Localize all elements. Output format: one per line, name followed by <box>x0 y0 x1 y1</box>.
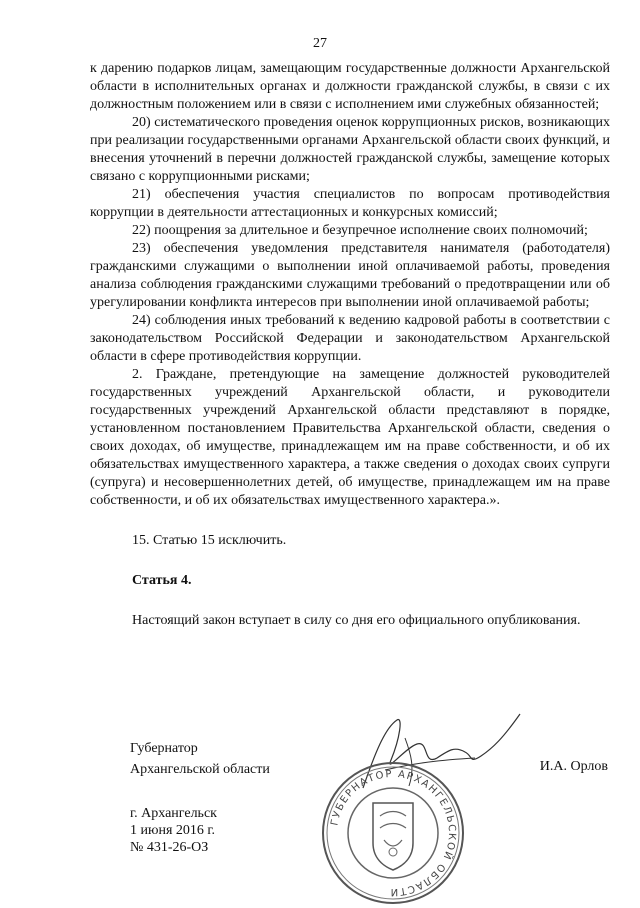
place-date: 1 июня 2016 г. <box>130 823 216 838</box>
signatory-title-line2: Архангельской области <box>130 762 270 777</box>
paragraph-item-2: 2. Граждане, претендующие на замещение должностей руководителей государственных учреждений Архангельской области, и руководители государственных учреждений Архангельской области представляют в порядке, установленном постановлением Правительства Архангельской области, сведения о своих доходах, об имуществе, принадлежащем им на праве собственности, и об их обязательствах имущественного характера, а также сведения о доходах своих супруги (супруга) и несовершеннолетних детей, об имуществе, принадлежащем им на праве собственности, и об их обязательствах имущественного характера.». <box>90 367 610 508</box>
seal-ring-text: ГУБЕРНАТОР АРХАНГЕЛЬСКОЙ ОБЛАСТИ <box>329 768 458 898</box>
signatory-title-line1: Губернатор <box>130 741 198 756</box>
page-number: 27 <box>313 36 327 51</box>
signatory-name: И.А. Орлов <box>539 759 608 774</box>
paragraph-item-20: 20) систематического проведения оценок коррупционных рисков, возникающих при реализации государственными органами Архангельской области своих функций, и внесения уточнений в перечни должностей гражданской службы, замещение которых связано с коррупционными рисками; <box>90 115 610 184</box>
paragraph-item-22: 22) поощрения за длительное и безупречное исполнение своих полномочий; <box>132 223 588 238</box>
paragraph-continuation: к дарению подарков лицам, замещающим государственные должности Архангельской области в исполнительных органах и должности гражданской службы, в связи с их должностным положением или в связи с исполнением ими служебных обязанностей; <box>90 61 610 112</box>
paragraph-item-15: 15. Статью 15 исключить. <box>132 533 287 548</box>
signatory-title <box>130 738 270 780</box>
official-seal-icon <box>318 758 468 908</box>
law-number: № 431-26-ОЗ <box>130 840 209 855</box>
article-heading: Статья 4. <box>132 573 192 588</box>
paragraph-item-21: 21) обеспечения участия специалистов по вопросам противодействия коррупции в деятельности аттестационных и конкурсных комиссий; <box>90 187 610 220</box>
paragraph-item-23: 23) обеспечения уведомления представителя нанимателя (работодателя) гражданскими служащими о выполнении иной оплачиваемой работы, проведения анализа соблюдения гражданскими служащими требований о предотвращении или об урегулировании конфликта интересов при выполнении иной оплачиваемой работы; <box>90 241 610 310</box>
place-city: г. Архангельск <box>130 806 217 821</box>
article-text: Настоящий закон вступает в силу со дня его официального опубликования. <box>132 613 581 628</box>
paragraph-item-24: 24) соблюдения иных требований к ведению кадровой работы в соответствии с законодательством Российской Федерации и законодательством Архангельской области в сфере противодействия коррупции. <box>90 313 610 364</box>
law-body <box>90 60 610 630</box>
place-date-number <box>130 805 217 856</box>
